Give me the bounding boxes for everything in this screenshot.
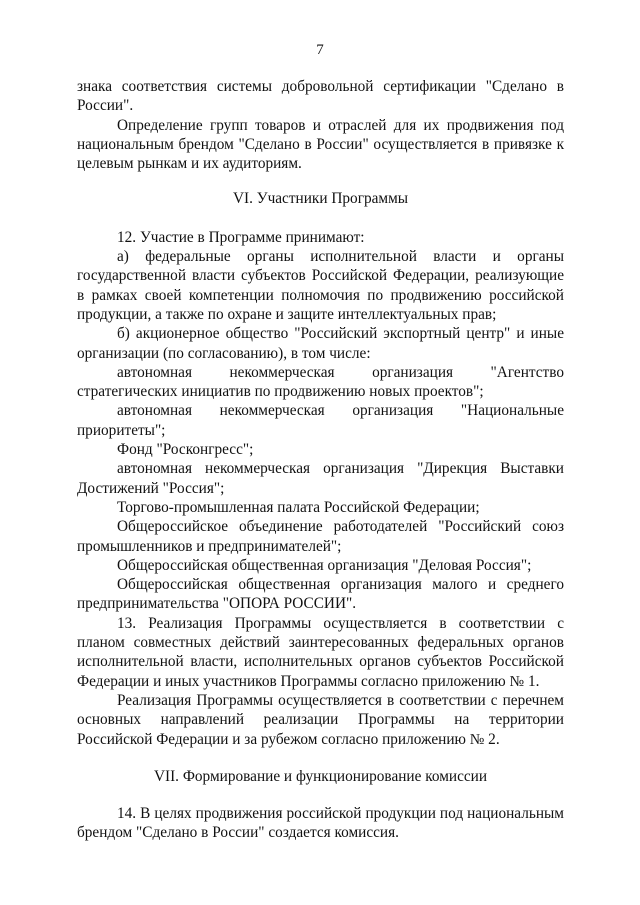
- list-item-roscongress: Фонд "Росконгресс";: [117, 441, 254, 459]
- paragraph-item-12: 12. Участие в Программе принимают:: [117, 228, 365, 246]
- paragraph-implementation-directions: Реализация Программы осуществляется в соответствии с перечнем основных направлений реализации Программы на территории Российской Федерации и за рубежом согласно приложению № 2.: [77, 691, 564, 748]
- list-item-chamber-of-commerce: Торгово-промышленная палата Российской Федерации;: [117, 498, 480, 516]
- document-body: [77, 77, 564, 843]
- paragraph-certification-mark: знака соответствия системы добровольной сертификации "Сделано в России".: [77, 78, 564, 115]
- section-heading-commission: VII. Формирование и функционирование комиссии: [153, 767, 488, 785]
- paragraph-item-12a: а) федеральные органы исполнительной власти и органы государственной власти субъектов Российской Федерации, реализующие в рамках своей компетенции полномочия по продвижению российской продукции, а также по охране и защите интеллектуальных прав;: [77, 248, 564, 323]
- paragraph-item-14: 14. В целях продвижения российской продукции под национальным брендом "Сделано в России" создается комиссия.: [77, 805, 564, 842]
- list-item-asi: автономная некоммерческая организация "Агентство стратегических инициатив по продвижению новых проектов";: [77, 363, 564, 401]
- paragraph-product-groups: Определение групп товаров и отраслей для их продвижения под национальным брендом "Сделано в России" осуществляется в привязке к целевым рынкам и их аудиториям.: [77, 116, 564, 173]
- list-item-rspp: Общероссийское объединение работодателей "Российский союз промышленников и предпринимателей";: [77, 518, 564, 555]
- list-item-national-priorities: автономная некоммерческая организация "Национальные приоритеты";: [77, 402, 564, 439]
- page-number: 7: [316, 42, 324, 58]
- list-item-opora-rossii: Общероссийская общественная организация малого и среднего предпринимательства "ОПОРА РОССИИ".: [77, 576, 564, 613]
- list-item-vdnh: автономная некоммерческая организация "Дирекция Выставки Достижений "Россия";: [77, 460, 564, 497]
- paragraph-item-12b: б) акционерное общество "Российский экспортный центр" и иные организации (по согласованию), в том числе:: [77, 325, 564, 362]
- list-item-delovaya-rossiya: Общероссийская общественная организация "Деловая Россия";: [117, 556, 532, 574]
- paragraph-item-13: 13. Реализация Программы осуществляется в соответствии с планом совместных действий заинтересованных федеральных органов исполнительной власти, исполнительных органов субъектов Российской Федерации и иных участников Программы согласно приложению № 1.: [77, 614, 564, 690]
- section-heading-participants: VI. Участники Программы: [232, 190, 409, 208]
